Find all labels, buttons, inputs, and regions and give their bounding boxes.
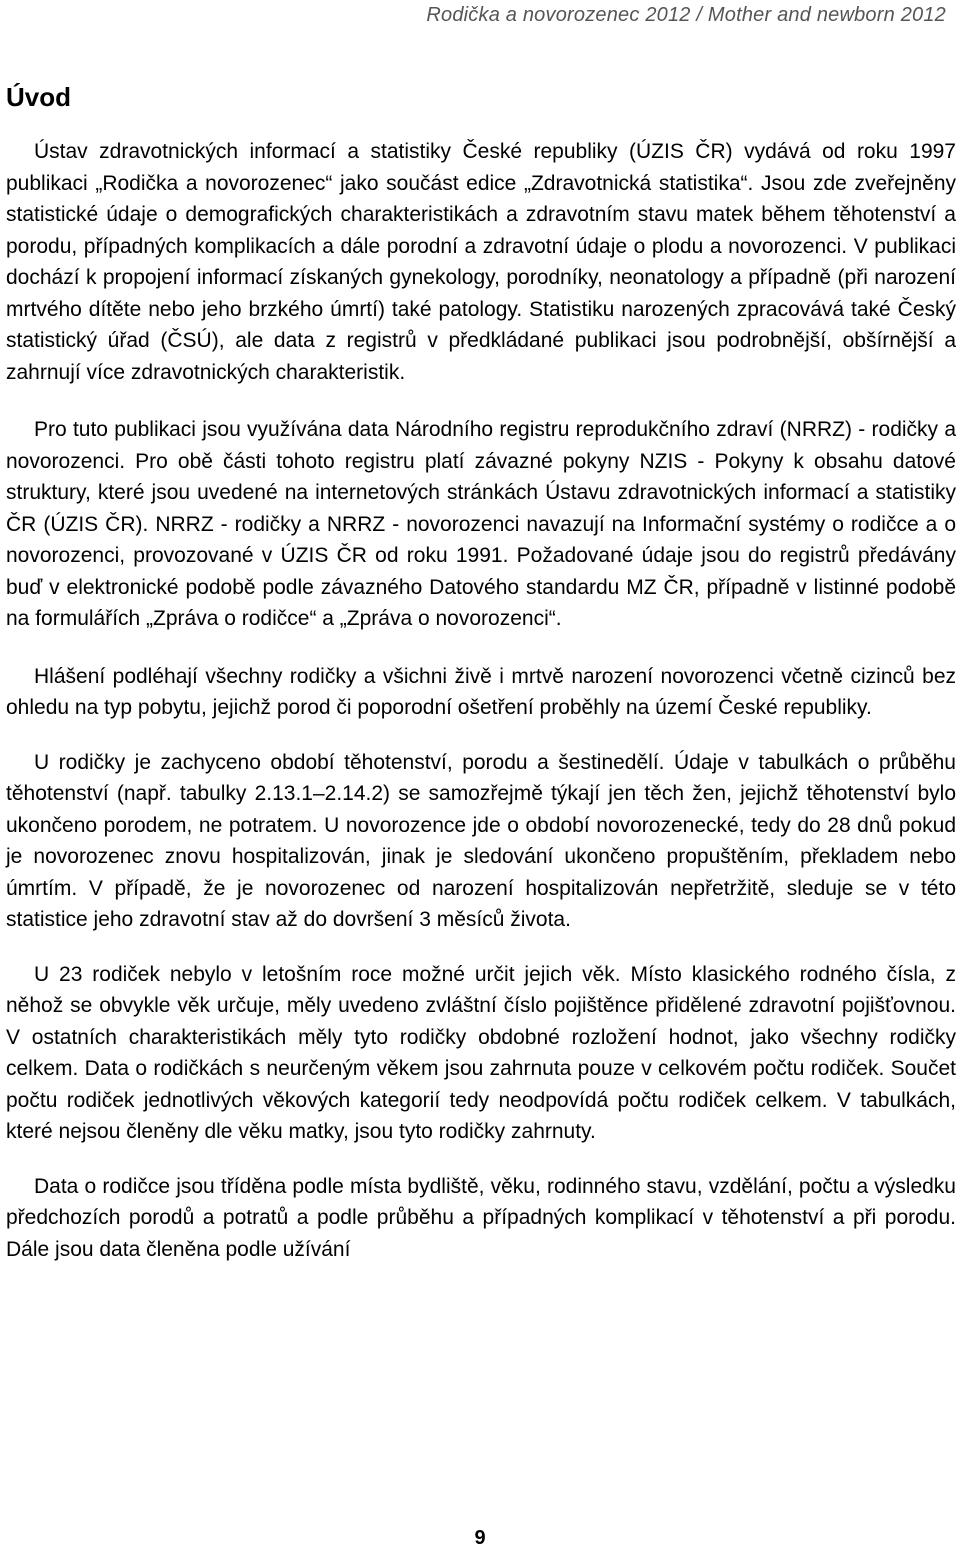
page-number: 9 [474, 1527, 486, 1549]
paragraph-classification: Data o rodičce jsou tříděna podle místa bydliště, věku, rodinného stavu, vzdělání, počtu a výsledku předchozích porodů a potratů a podle průběhu a případných komplikací v těhotenství a při porodu. Dále jsou data členěna podle užívání [6, 1174, 956, 1261]
paragraph-data-sources: Pro tuto publikaci jsou využívána data Národního registru reprodukčního zdraví (NRRZ) - rodičky a novorozenci. Pro obě části tohoto registru platí závazné pokyny NZIS - Pokyny k obsahu datové struktury, které jsou uvedené na internetových stránkách Ústavu zdravotnických informací a statistiky ČR (ÚZIS ČR). NRRZ - rodičky a NRRZ - novorozenci navazují na Informační systémy o rodičce a o novorozenci, provozované v ÚZIS ČR od roku 1991. Požadované údaje jsou do registrů předávány buď v elektronické podobě podle závazného Datového standardu MZ ČR, případně v listinné podobě na formulářích „Zpráva o rodičce“ a „Zpráva o novorozenci“. [6, 418, 956, 630]
running-header: Rodička a novorozenec 2012 / Mother and newborn 2012 [426, 4, 946, 26]
paragraph-observation-period: U rodičky je zachyceno období těhotenství, porodu a šestinedělí. Údaje v tabulkách o průběhu těhotenství (např. tabulky 2.13.1–2.14.2) se samozřejmě týkají jen těch žen, jejichž těhotenství bylo ukončeno porodem, ne potratem. U novorozence jde o období novorozenecké, tedy do 28 dnů pokud je novorozenec znovu hospitalizován, jinak je sledování ukončeno propuštěním, překladem nebo úmrtím. V případě, že je novorozenec od narození hospitalizován nepřetržitě, sleduje se v této statistice jeho zdravotní stav až do dovršení 3 měsíců života. [6, 750, 956, 931]
paragraph-unknown-age: U 23 rodiček nebylo v letošním roce možné určit jejich věk. Místo klasického rodného čísla, z něhož se obvykle věk určuje, měly uvedeno zvláštní číslo pojištěnce přidělené zdravotní pojišťovnou. V ostatních charakteristikách měly tyto rodičky obdobné rozložení hodnot, jako všechny rodičky celkem. Data o rodičkách s neurčeným věkem jsou zahrnuta pouze v celkovém počtu rodiček. Součet počtu rodiček jednotlivých věkových kategorií tedy neodpovídá počtu rodiček celkem. V tabulkách, které nejsou členěny dle věku matky, jsou tyto rodičky zahrnuty. [6, 962, 956, 1143]
paragraph-reporting-scope: Hlášení podléhají všechny rodičky a všichni živě i mrtvě narození novorozenci včetně cizinců bez ohledu na typ pobytu, jejichž porod či poporodní ošetření proběhly na území České republiky. [6, 664, 956, 719]
section-title: Úvod [6, 82, 71, 112]
document-body [6, 82, 956, 1291]
paragraph-intro: Ústav zdravotnických informací a statistiky České republiky (ÚZIS ČR) vydává od roku 1997 publikaci „Rodička a novorozenec“ jako součást edice „Zdravotnická statistika“. Jsou zde zveřejněny statistické údaje o demografických charakteristikách a zdravotním stavu matek během těhotenství a porodu, případných komplikacích a dále porodní a zdravotní údaje o plodu a novorozenci. V publikaci dochází k propojení informací získaných gynekology, porodníky, neonatology a případně (při narození mrtvého dítěte nebo jeho brzkého úmrtí) také patology. Statistiku narozených zpracovává také Český statistický úřad (ČSÚ), ale data z registrů v předkládané publikaci jsou podrobnější, obšírnější a zahrnují více zdravotnických charakteristik. [6, 140, 956, 384]
